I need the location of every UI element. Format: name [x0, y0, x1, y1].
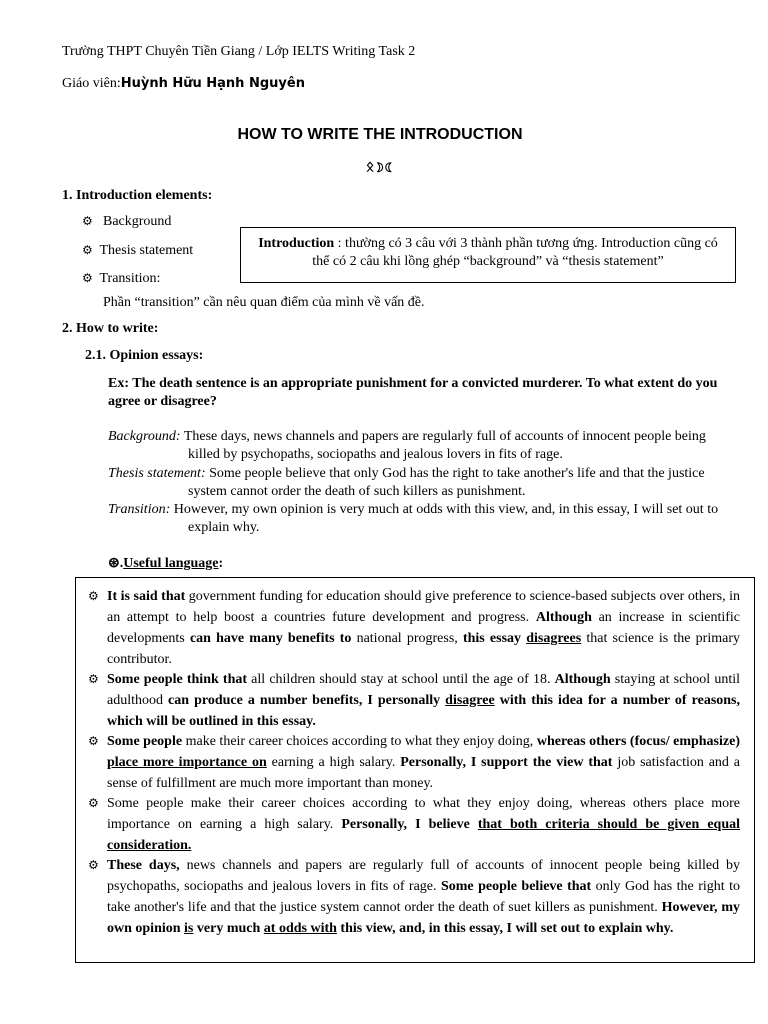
- useful-language-label: Useful language: [123, 556, 219, 571]
- bullet-flower-icon: ⚙: [88, 734, 99, 748]
- example-prompt: Ex: The death sentence is an appropriate punishment for a convicted murderer. To what extent do you agree or disagree?: [108, 376, 718, 409]
- item-background: Background: [103, 214, 172, 229]
- section2-heading: 2. How to write:: [62, 321, 159, 336]
- bullet-flower-icon: ⚙: [88, 796, 99, 810]
- list-item: ⚙ These days, news channels and papers are regularly full of accounts of innocent people being killed by psychopaths, sociopaths and jealous lovers in fits of rage. Some people believe that only God has the right to take another's life and that the justice system cannot order the death of suet killers as punishment. However, my own opinion is very much at odds with this view, and, in this essay, I will set out to explain why.: [88, 855, 740, 939]
- useful-language-box: [75, 577, 755, 963]
- transition-note: Phần “transition” cần nêu quan điểm của mình về vấn đề.: [103, 295, 425, 310]
- list-item: [82, 271, 160, 287]
- thesis-text: Some people believe that only God has the right to take another's life and that the justice system cannot order the death of such killers as punishment.: [188, 466, 705, 499]
- box-text: : thường có 3 câu với 3 thành phần tương ứng. Introduction cũng có thể có 2 câu khi lồng ghép “background” và “thesis statement”: [312, 236, 718, 269]
- bullet-flower-icon: ⚙: [82, 271, 93, 285]
- teacher-name: Huỳnh Hữu Hạnh Nguyên: [120, 76, 305, 91]
- list-item: ⚙ Some people think that all children should stay at school until the age of 18. Although staying at school until adulthood can produce a number benefits, I personally disagree with this idea for a number of reasons, which will be outlined in this essay.: [88, 669, 740, 732]
- page-title: HOW TO WRITE THE INTRODUCTION: [237, 126, 523, 143]
- list-item: [82, 243, 193, 259]
- section1-heading: 1. Introduction elements:: [62, 188, 213, 203]
- background-label: Background:: [108, 429, 181, 444]
- bullet-flower-icon: ⚙: [88, 672, 99, 686]
- transition-text: However, my own opinion is very much at odds with this view, and, in this essay, I will set out to explain why.: [170, 502, 719, 535]
- item-thesis: Thesis statement: [99, 243, 194, 258]
- subsection-heading: 2.1. Opinion essays:: [85, 348, 204, 363]
- box-bold-label: Introduction: [258, 236, 335, 251]
- bullet-flower-icon: ⚙: [82, 214, 93, 228]
- example-background: [108, 428, 733, 464]
- bullet-flower-icon: ⚙: [82, 243, 93, 257]
- ornament-icon: ᛟ☽☾: [365, 160, 395, 175]
- list-item: [82, 214, 171, 230]
- teacher-label: Giáo viên:: [62, 76, 121, 91]
- list-item: ⚙ Some people make their career choices according to what they enjoy doing, whereas others (focus/ emphasize) place more importance on earning a high salary. Personally, I support the view that job satisfaction and a sense of fulfillment are much more important than money.: [88, 731, 740, 794]
- useful-language-heading: ⊛.Useful language:: [108, 556, 224, 571]
- background-text: These days, news channels and papers are regularly full of accounts of innocent people being killed by psychopaths, sociopaths and jealous lovers in fits of rage.: [180, 429, 706, 462]
- introduction-note-box: [240, 227, 736, 283]
- header-school-line: Trường THPT Chuyên Tiền Giang / Lớp IELTS Writing Task 2: [62, 44, 416, 59]
- header-teacher-line: [62, 76, 305, 92]
- item-transition: Transition:: [99, 271, 161, 286]
- list-item: ⚙ Some people make their career choices according to what they enjoy doing, whereas others place more importance on earning a high salary. Personally, I believe that both criteria should be given equal consideration.: [88, 793, 740, 856]
- thesis-label: Thesis statement:: [108, 466, 206, 481]
- example-thesis: [108, 465, 733, 501]
- bullet-flower-icon: ⚙: [88, 858, 99, 872]
- list-item: ⚙ It is said that government funding for education should give preference to science-based subjects over others, in an attempt to help boost a countries future development and progress. Although an increase in scientific developments can have many benefits to national progress, this essay disagrees that science is the primary contributor.: [88, 586, 740, 670]
- example-transition: [108, 501, 733, 537]
- star-circle-icon: ⊛: [108, 556, 120, 571]
- transition-label: Transition:: [108, 502, 171, 517]
- bullet-flower-icon: ⚙: [88, 589, 99, 603]
